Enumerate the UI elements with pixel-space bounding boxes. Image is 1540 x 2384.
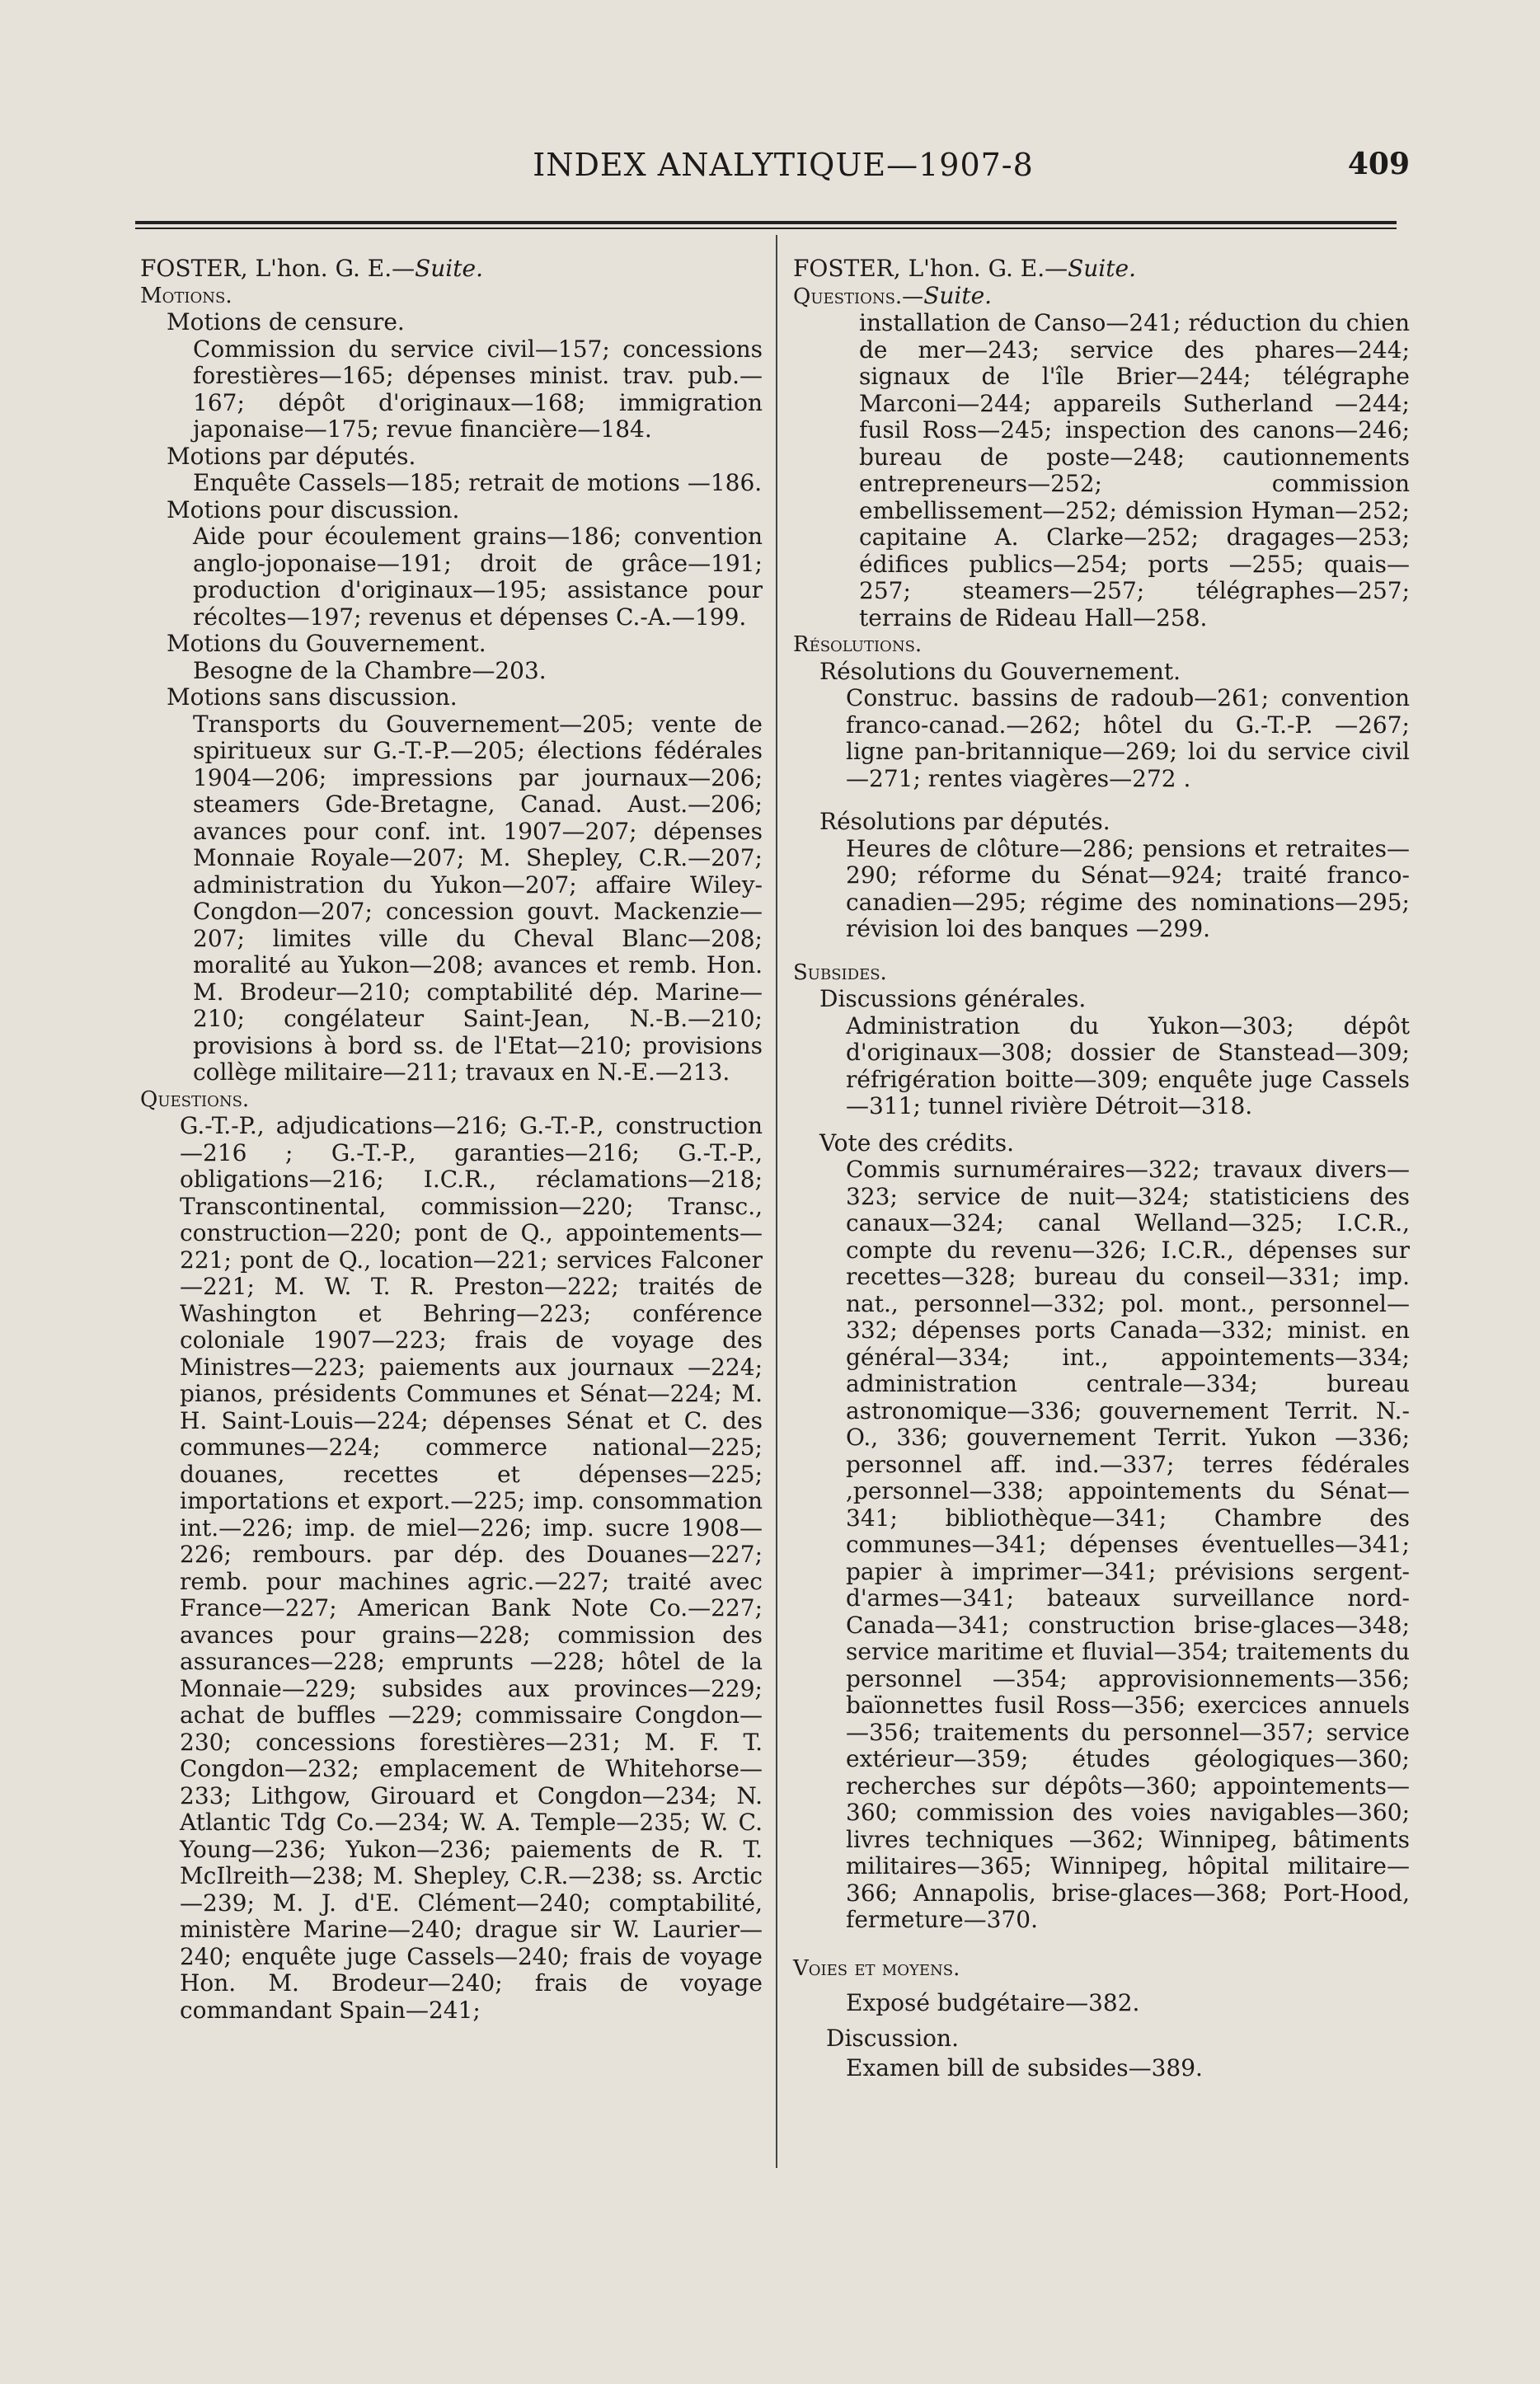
subsection-title: Motions du Gouvernement. [167,630,486,657]
entry-text: Administration du Yukon—303; dépôt d'originaux—308; dossier de Stanstead—309; réfrigération boitte—309; enquête juge Cassels—311; tunnel rivière Détroit—318. [846,1011,1410,1119]
entry-text: Transports du Gouvernement—205; vente de spiritueux sur G.-T.-P.—205; élections fédérales 1904—206; impressions par journaux—206; steamers Gde-Bretagne, Canad. Aust.—206; avances pour conf. int. 1907—207; dépenses Monnaie Royale—207; M. Shepley, C.R.—207; administration du Yukon—207; affaire Wiley-Congdon—207; concession gouvt. Mackenzie—207; limites ville du Cheval Blanc—208; moralité au Yukon—208; avances et remb. Hon. M. Brodeur—210; comptabilité dép. Marine—210; congélateur Saint-Jean, N.-B.—210; provisions à bord ss. de l'Etat—210; provisions collège militaire—211; travaux en N.-E.—213. [193,710,763,1086]
entry-text: Aide pour écoulement grains—186; convention anglo-joponaise—191; droit de grâce—191; production d'originaux—195; assistance pour récoltes—197; revenus et dépenses C.-A.—199. [193,523,763,631]
subsection-title: Résolutions du Gouvernement. [819,657,1181,685]
column-divider [776,235,777,2168]
entry-text: G.-T.-P., adjudications—216; G.-T.-P., construction—216 ; G.-T.-P., garanties—216; G.-T.-P., obligations—216; I.C.R., réclamations—218; Transcontinental, commission—220; Transc., construction—220; pont de Q., appointements—221; pont de Q., location—221; services Falconer—221; M. W. T. R. Preston—222; traités de Washington et Behring—223; conférence coloniale 1907—223; frais de voyage des Ministres—223; paiements aux journaux —224; pianos, présidents Communes et Sénat—224; M. H. Saint-Louis—224; dépenses Sénat et C. des communes—224; commerce national—225; douanes, recettes et dépenses—225; importations et export.—225; imp. consommation int.—226; imp. de miel—226; imp. sucre 1908—226; rembours. par dép. des Douanes—227; remb. pour machines agric.—227; traité avec France—227; American Bank Note Co.—227; avances pour grains—228; commission des assurances—228; emprunts —228; hôtel de la Monnaie—229; subsides aux provinces—229; achat de buffles —229; commissaire Congdon—230; concessions forestières—231; M. F. T. Congdon—232; emplacement de Whitehorse—233; Lithgow, Girouard et Congdon—234; N. Atlantic Tdg Co.—234; W. A. Temple—235; W. C. Young—236; Yukon—236; paiements de R. T. McIlreith—238; M. Shepley, C.R.—238; ss. Arctic—239; M. J. d'E. Clément—240; comptabilité, ministère Marine—240; drague sir W. Laurier—240; enquête juge Cassels—240; frais de voyage Hon. M. Brodeur—240; frais de voyage commandant Spain—241; [180,1112,763,2024]
section-label-resolutions: Résolutions. [793,632,923,657]
section-label-questions: Questions. [140,1086,250,1112]
entry-text: Enquête Cassels—185; retrait de motions —186. [193,469,763,496]
subsection-title: Motions par députés. [167,442,416,470]
entry-text: Construc. bassins de radoub—261; convention franco-canad.—262; hôtel du G.-T.-P. —267; ligne pan-britannique—269; loi du service civil—271; rentes viagères—272 . [846,684,1410,792]
entry-heading: FOSTER, L'hon. G. E.—Suite. [140,255,483,282]
section-label-questions-suite: Questions.—Suite. [793,281,993,309]
entry-text: Commis surnuméraires—322; travaux divers—323; service de nuit—324; statisticiens des canaux—324; canal Welland—325; I.C.R., compte du revenu—326; I.C.R., dépenses sur recettes—328; bureau du conseil—331; imp. nat., personnel—332; pol. mont., personnel—332; dépenses ports Canada—332; minist. en général—334; int., appointements—334; administration centrale—334; bureau astronomique—336; gouvernement Territ. N.-O., 336; gouvernement Territ. Yukon —336; personnel aff. ind.—337; terres fédérales ,personnel—338; appointements du Sénat—341; bibliothèque—341; Chambre des communes—341; dépenses éventuelles—341; papier à imprimer—341; prévisions sergent-d'armes—341; bateaux surveillance nord-Canada—341; construction brise-glaces—348; service maritime et fluvial—354; traitements du personnel —354; approvisionnements—356; baïonnettes fusil Ross—356; exercices annuels —356; traitements du personnel—357; service extérieur—359; études géologiques—360; recherches sur dépôts—360; appointements—360; commission des voies navigables—360; livres techniques —362; Winnipeg, bâtiments militaires—365; Winnipeg, hôpital militaire—366; Annapolis, brise-glaces—368; Port-Hood, fermeture—370. [846,1156,1410,1933]
left-column [140,256,763,2024]
running-title: INDEX ANALYTIQUE—1907-8 [533,147,1034,183]
entry-text: Examen bill de subsides—389. [846,2054,1203,2081]
subsection-title: Motions pour discussion. [167,495,460,523]
page-header [157,147,1410,196]
subsection-title: Motions sans discussion. [167,683,458,711]
subsection-title: Motions de censure. [167,308,405,336]
subsection-title: Vote des crédits. [819,1129,1015,1157]
section-label-voies: Voies et moyens. [793,1955,960,1981]
entry-text: Commission du service civil—157; concessions forestières—165; dépenses minist. trav. pub.—167; dépôt d'originaux—168; immigration japonaise—175; revue financière—184. [193,335,763,443]
right-column [793,256,1410,2082]
section-label-subsides: Subsides. [793,960,887,985]
entry-text: installation de Canso—241; réduction du chien de mer—243; service des phares—244; signaux de l'île Brier—244; télégraphe Marconi—244; appareils Sutherland —244; fusil Ross—245; inspection des canons—246; bureau de poste—248; cautionnements entrepreneurs—252; commission embellissement—252; démission Hyman—252; capitaine A. Clarke—252; dragages—253; édifices publics—254; ports —255; quais—257; steamers—257; télégraphes—257; terrains de Rideau Hall—258. [859,309,1410,631]
subsection-title: Discussions générales. [819,985,1087,1012]
header-rule-thin [135,228,1397,229]
header-rule-thick [135,221,1397,224]
entry-text: Exposé budgétaire—382. [846,1989,1140,2016]
subsection-title: Discussion. [826,2024,959,2052]
entry-heading: FOSTER, L'hon. G. E.—Suite. [793,255,1136,282]
subsection-title: Résolutions par députés. [819,808,1110,835]
page-number: 409 [1347,147,1410,181]
entry-text: Besogne de la Chambre—203. [193,656,547,684]
entry-text: Heures de clôture—286; pensions et retraites—290; réforme du Sénat—924; traité franco-canadien—295; régime des nominations—295; révision loi des banques —299. [846,834,1410,942]
section-label-motions: Motions. [140,283,232,308]
